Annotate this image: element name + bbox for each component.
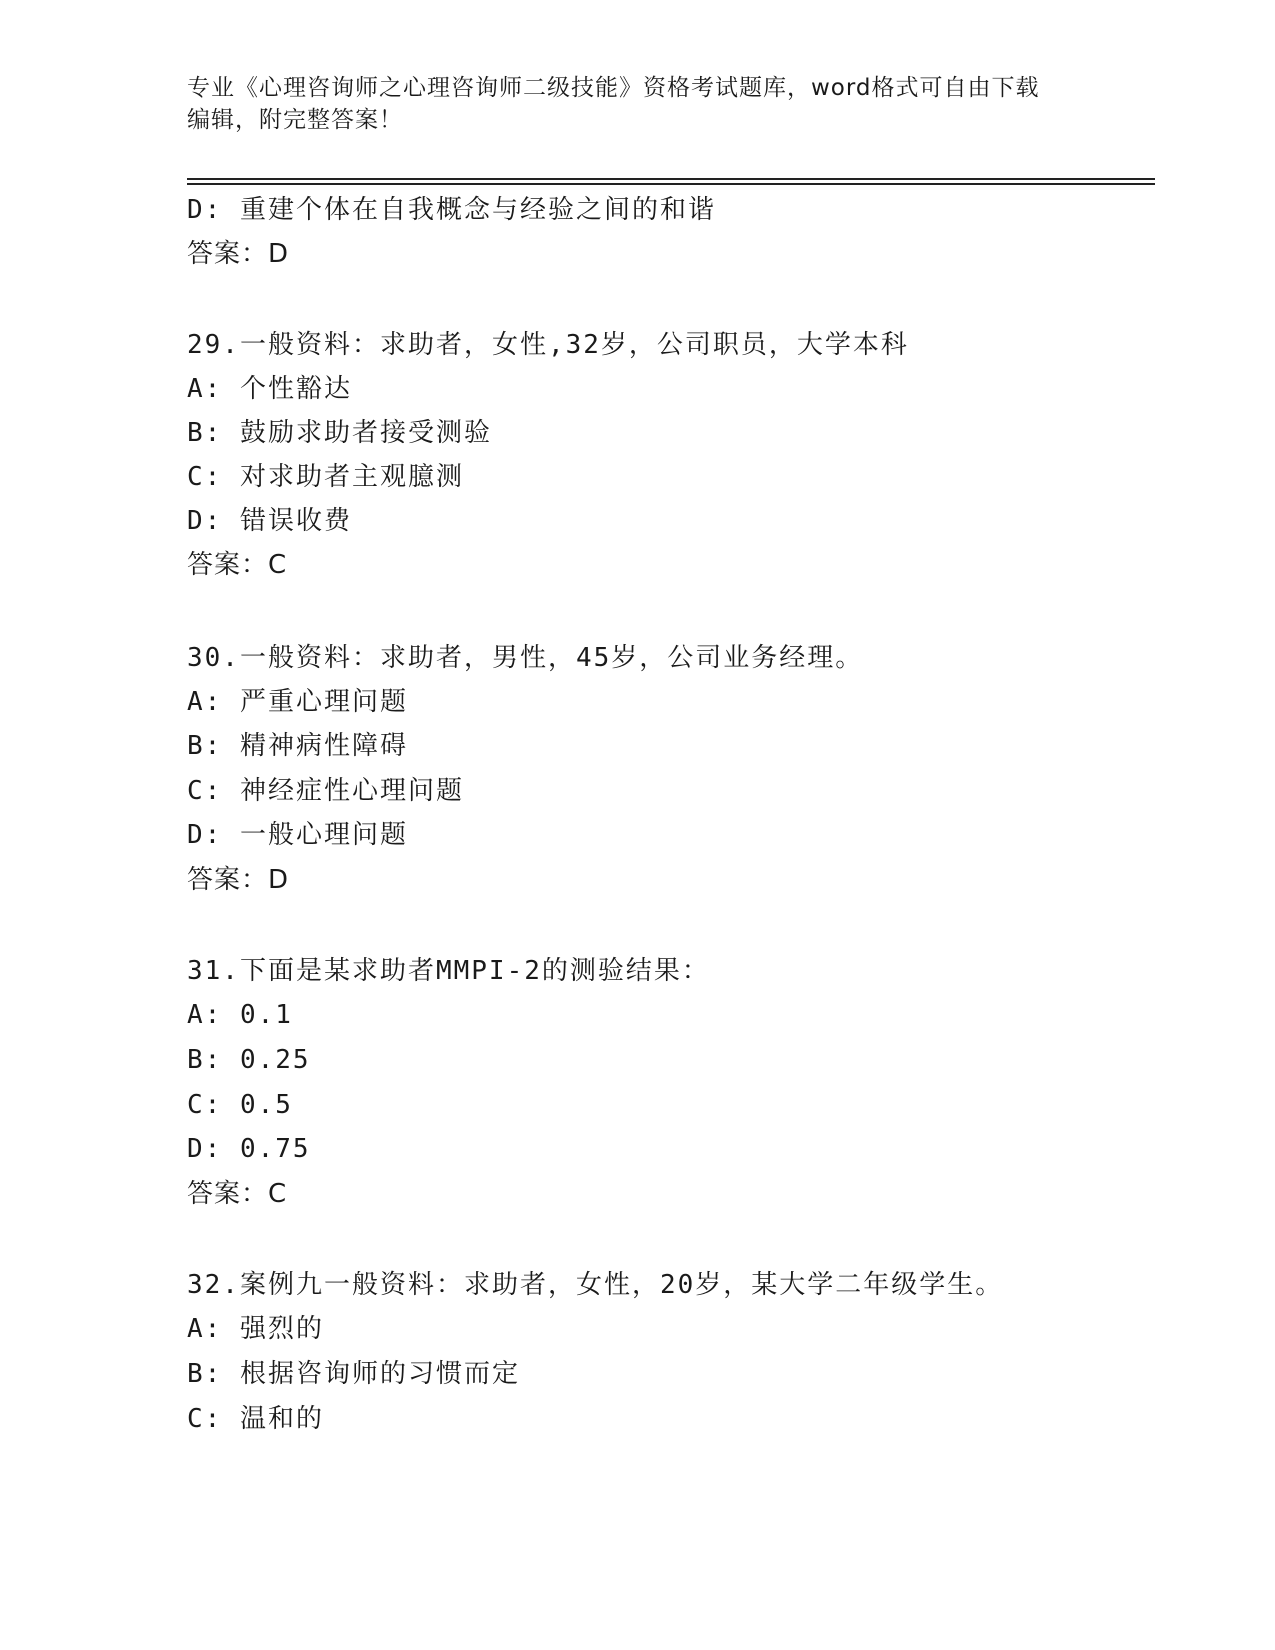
answer-q29: 答案：C <box>187 550 288 580</box>
option-d-q28: D: 重建个体在自我概念与经验之间的和谐 <box>187 195 716 225</box>
option-b-q29: B: 鼓励求助者接受测验 <box>187 418 492 448</box>
header-rule-bottom <box>187 183 1155 185</box>
option-c-q29: C: 对求助者主观臆测 <box>187 462 464 492</box>
option-a-q30: A: 严重心理问题 <box>187 687 408 717</box>
option-d-q31: D: 0.75 <box>187 1134 311 1164</box>
question-29: 29.一般资料：求助者，女性,32岁，公司职员，大学本科 <box>187 330 909 360</box>
option-d-q30: D: 一般心理问题 <box>187 820 408 850</box>
question-31: 31.下面是某求助者MMPI-2的测验结果： <box>187 956 710 986</box>
header-line-1: 专业《心理咨询师之心理咨询师二级技能》资格考试题库，word格式可自由下载 <box>187 75 1040 101</box>
question-30: 30.一般资料：求助者，男性，45岁，公司业务经理。 <box>187 643 864 673</box>
option-a-q32: A: 强烈的 <box>187 1314 324 1344</box>
option-a-q31: A: 0.1 <box>187 1000 293 1030</box>
option-b-q32: B: 根据咨询师的习惯而定 <box>187 1359 520 1389</box>
document-header <box>187 72 1087 136</box>
answer-q31: 答案：C <box>187 1179 288 1209</box>
question-32: 32.案例九一般资料：求助者，女性，20岁，某大学二年级学生。 <box>187 1270 1004 1300</box>
option-c-q30: C: 神经症性心理问题 <box>187 776 464 806</box>
option-a-q29: A: 个性豁达 <box>187 374 352 404</box>
option-d-q29: D: 错误收费 <box>187 506 352 536</box>
option-b-q31: B: 0.25 <box>187 1045 311 1075</box>
answer-q28: 答案：D <box>187 239 290 269</box>
option-c-q31: C: 0.5 <box>187 1090 293 1120</box>
answer-q30: 答案：D <box>187 865 290 895</box>
option-b-q30: B: 精神病性障碍 <box>187 731 408 761</box>
header-rule-top <box>187 178 1155 180</box>
option-c-q32: C: 温和的 <box>187 1404 324 1434</box>
header-line-2: 编辑，附完整答案！ <box>187 107 403 133</box>
